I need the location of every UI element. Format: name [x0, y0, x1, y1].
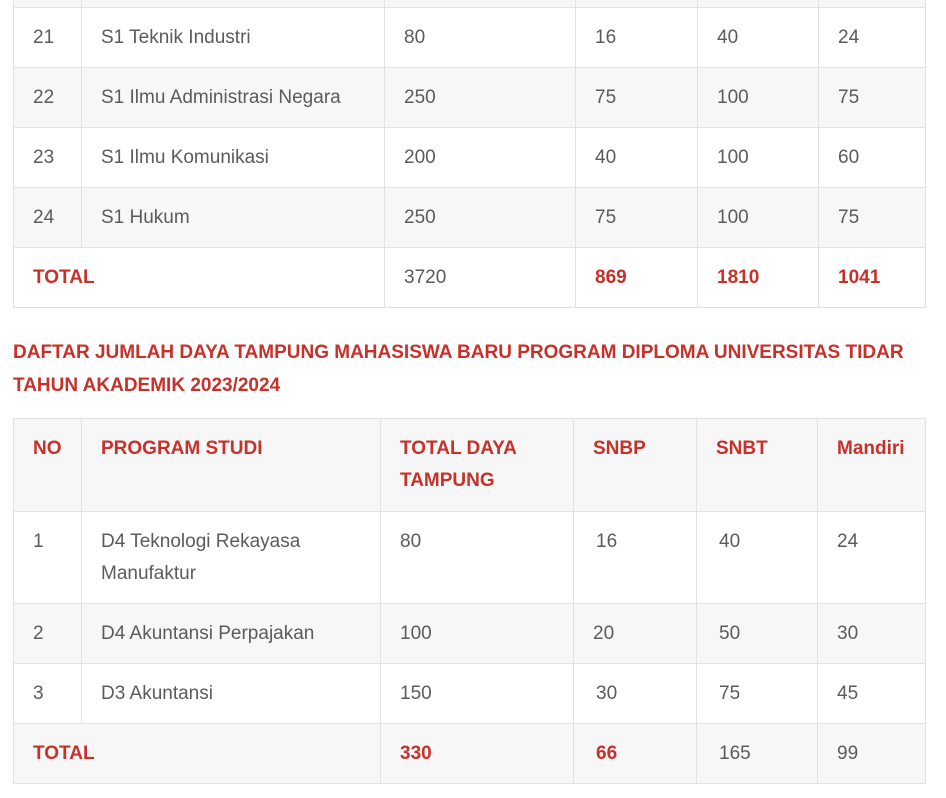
cell-mandiri: 45 — [818, 664, 926, 724]
total-snbp: 869 — [576, 248, 698, 308]
cell-total: 250 — [385, 188, 576, 248]
total-snbt: 1810 — [698, 248, 819, 308]
cell-program: D4 Akuntansi Perpajakan — [82, 604, 381, 664]
cell-program: D4 Teknologi Rekayasa Manufaktur — [82, 512, 381, 604]
cell-total: 80 — [381, 512, 574, 604]
cell-mandiri: 24 — [818, 512, 926, 604]
cell-no: 22 — [14, 68, 82, 128]
header-snbp: SNBP — [574, 419, 697, 512]
cell-snbp: 16 — [574, 512, 697, 604]
total-capacity: 3720 — [385, 248, 576, 308]
total-row — [14, 724, 926, 784]
cell-snbt: 40 — [698, 8, 819, 68]
cell-no: 1 — [14, 512, 82, 604]
total-mandiri: 1041 — [819, 248, 926, 308]
total-capacity: 330 — [381, 724, 574, 784]
section-heading: DAFTAR JUMLAH DAYA TAMPUNG MAHASISWA BARU PROGRAM DIPLOMA UNIVERSITAS TIDAR TAHUN AKADEMIK 2023/2024 — [13, 342, 904, 396]
total-label: TOTAL — [14, 248, 385, 308]
table-header-row — [14, 419, 926, 512]
table-row — [14, 8, 926, 68]
cell-no: 24 — [14, 188, 82, 248]
cell-total: 150 — [381, 664, 574, 724]
header-snbt: SNBT — [697, 419, 818, 512]
cell-mandiri: 75 — [819, 68, 926, 128]
cell-no: 23 — [14, 128, 82, 188]
total-mandiri: 99 — [818, 724, 926, 784]
cell-snbt: 50 — [697, 604, 818, 664]
cell-program: S1 Teknik Industri — [82, 8, 385, 68]
sarjana-capacity-table — [13, 0, 926, 308]
total-snbp: 66 — [574, 724, 697, 784]
cell-mandiri: 24 — [819, 8, 926, 68]
cell-no: 21 — [14, 8, 82, 68]
table-row — [14, 0, 926, 8]
table-row — [14, 604, 926, 664]
cell-snbt: 100 — [698, 68, 819, 128]
cell-no: 3 — [14, 664, 82, 724]
cell-mandiri: 75 — [819, 188, 926, 248]
header-program: PROGRAM STUDI — [82, 419, 381, 512]
cell-snbp: 30 — [574, 664, 697, 724]
table-row — [14, 512, 926, 604]
cell-snbp: 40 — [576, 128, 698, 188]
header-no: NO — [14, 419, 82, 512]
cell-snbt: 100 — [698, 188, 819, 248]
total-row — [14, 248, 926, 308]
table-row — [14, 128, 926, 188]
cell-total: 250 — [385, 68, 576, 128]
cell-program: S1 Ilmu Komunikasi — [82, 128, 385, 188]
cell-snbp: 16 — [576, 8, 698, 68]
cell-snbt: 40 — [697, 512, 818, 604]
cell-total: 80 — [385, 8, 576, 68]
cell-program: S1 Hukum — [82, 188, 385, 248]
header-mandiri: Mandiri — [818, 419, 926, 512]
total-label: TOTAL — [14, 724, 381, 784]
cell-program: D3 Akuntansi — [82, 664, 381, 724]
table-row — [14, 68, 926, 128]
header-total: TOTAL DAYA TAMPUNG — [381, 419, 574, 512]
table-row — [14, 664, 926, 724]
total-snbt: 165 — [697, 724, 818, 784]
cell-total: 100 — [381, 604, 574, 664]
cell-mandiri: 60 — [819, 128, 926, 188]
cell-snbt: 100 — [698, 128, 819, 188]
cell-snbp: 20 — [574, 604, 697, 664]
cell-total: 200 — [385, 128, 576, 188]
cell-mandiri: 30 — [818, 604, 926, 664]
cell-no: 2 — [14, 604, 82, 664]
cell-program: S1 Ilmu Administrasi Negara — [82, 68, 385, 128]
diploma-capacity-table — [13, 418, 926, 784]
cell-snbp: 75 — [576, 68, 698, 128]
table-row — [14, 188, 926, 248]
cell-snbp: 75 — [576, 188, 698, 248]
cell-snbt: 75 — [697, 664, 818, 724]
